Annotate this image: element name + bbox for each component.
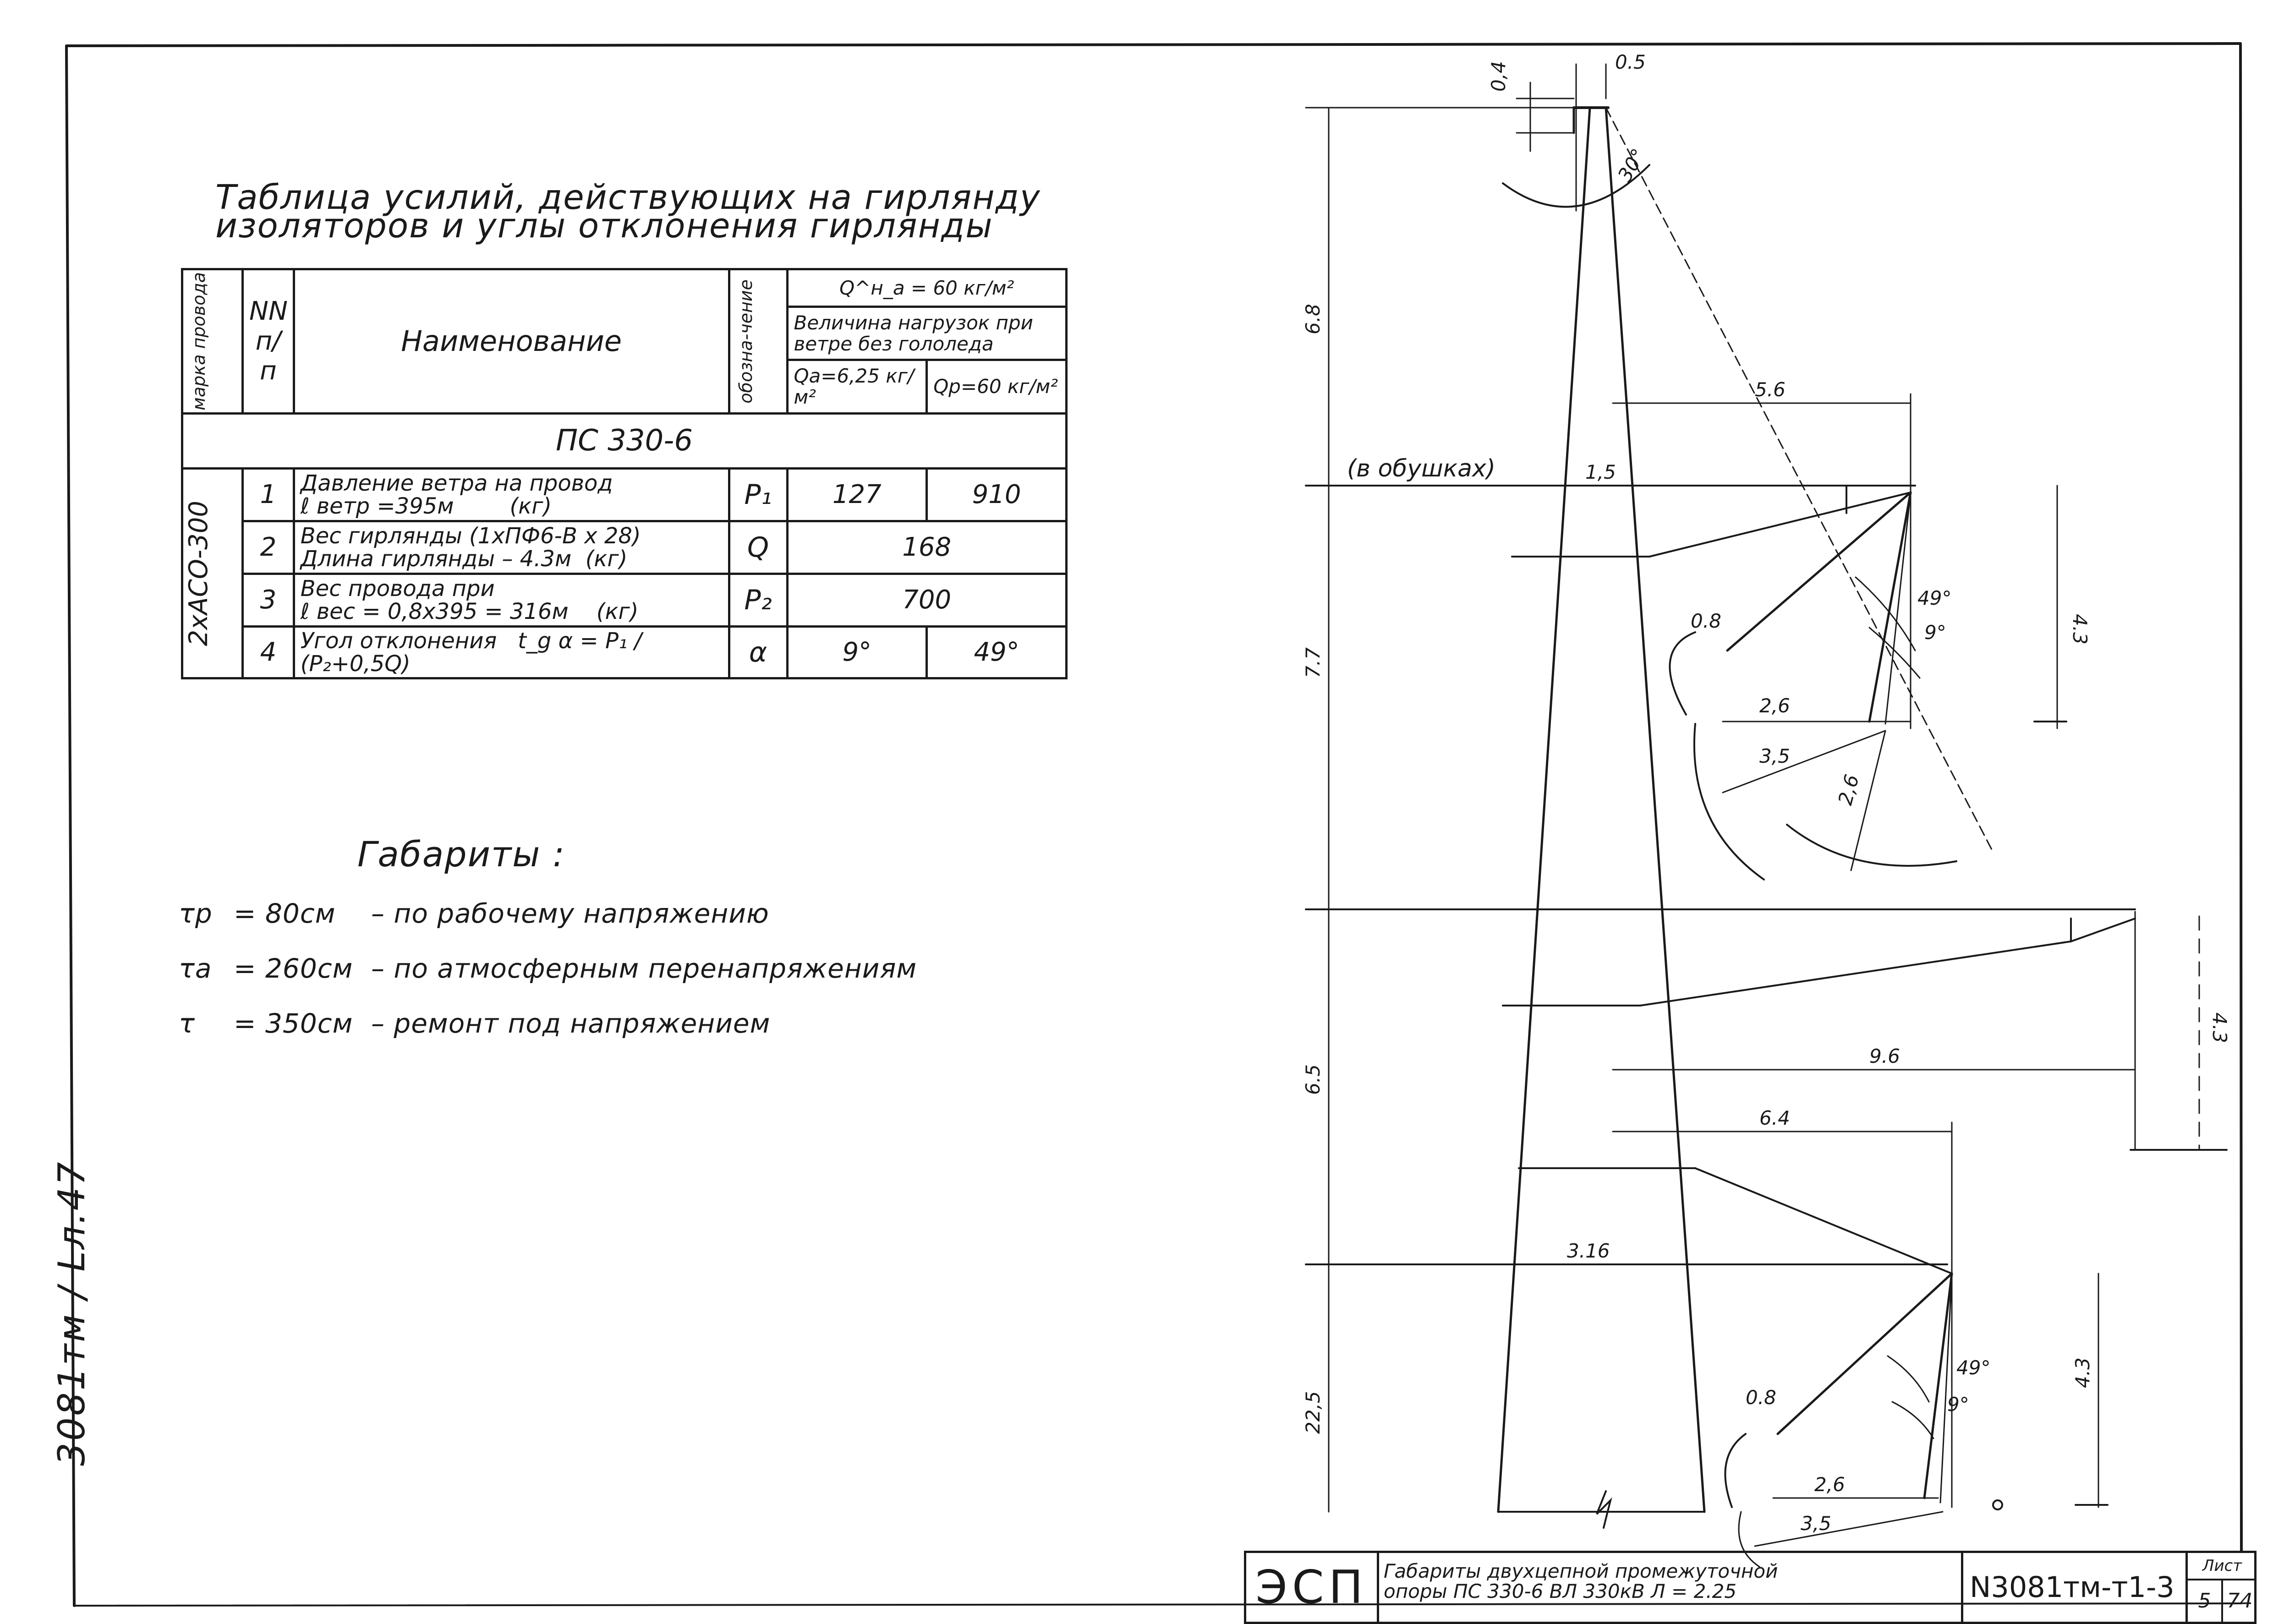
forces-table <box>181 268 1068 679</box>
dim-9-6: 9.6 <box>1869 1045 1900 1067</box>
dim-1-5: 1,5 <box>1585 461 1616 483</box>
row4-v2: 49° <box>927 626 1067 678</box>
row2-n: 2 <box>243 521 294 574</box>
row3-v: 700 <box>787 574 1067 626</box>
org-name: ЭСП <box>1246 1553 1379 1622</box>
angle-49-b: 49° <box>1956 1356 1991 1379</box>
row4-formula: t_g α = P₁ / (P₂+0,5Q) <box>300 628 642 677</box>
sheet-number: Лист 5 74 <box>2185 1553 2257 1622</box>
row2-name: Вес гирлянды (1хПФ6-В х 28) Длина гирлянды – 4.3м (кг) <box>294 521 729 574</box>
dim-7-7: 7.7 <box>1302 647 1324 678</box>
dim-6-5: 6.5 <box>1302 1064 1324 1095</box>
dim-5-6: 5.6 <box>1755 378 1786 401</box>
header-designation: обозна-чение <box>729 269 787 414</box>
header-load-top: Q^н_a = 60 кг/м² <box>787 269 1067 307</box>
dim-2-6-c: 2,6 <box>1814 1473 1845 1496</box>
dim-2-6-a: 2,6 <box>1759 694 1790 717</box>
dim-4-3-c: 4.3 <box>2071 1357 2094 1388</box>
drawing-code: N3081тм-т1-3 <box>1961 1553 2185 1622</box>
tower-left-edge <box>1498 108 1590 1512</box>
row1-sym: P₁ <box>729 468 787 521</box>
dim-30-deg: 30° <box>1613 145 1650 186</box>
dim-6-4: 6.4 <box>1759 1107 1790 1129</box>
dim-3-5-a: 3,5 <box>1759 745 1790 767</box>
row4-sym: α <box>729 626 787 678</box>
row3-name: Вес провода при ℓ вес = 0,8х395 = 316м (кг) <box>294 574 729 626</box>
header-qa: Qa=6,25 кг/м² <box>787 360 927 413</box>
row3-sym: P₂ <box>729 574 787 626</box>
drawing-title: Габариты двухцепной промежуточной опоры ПС 330-6 ВЛ 330кВ Л = 2.25 <box>1384 1560 1778 1602</box>
header-name: Наименование <box>294 269 729 414</box>
row1-n: 1 <box>243 468 294 521</box>
row1-v2: 910 <box>927 468 1067 521</box>
row2-v: 168 <box>787 521 1067 574</box>
header-qp: Qp=60 кг/м² <box>927 360 1067 413</box>
dim-0-5: 0.5 <box>1615 51 1646 73</box>
dim-2-6-b: 2,6 <box>1834 772 1863 808</box>
row4-n: 4 <box>243 626 294 678</box>
header-nn: NN п/п <box>243 269 294 414</box>
dim-3-5-b: 3,5 <box>1801 1512 1831 1535</box>
tower-right-edge <box>1606 108 1704 1512</box>
dim-0-8-b: 0.8 <box>1746 1386 1776 1409</box>
section-title: ПС 330-6 <box>182 413 1067 468</box>
dim-3-16: 3.16 <box>1567 1240 1610 1262</box>
dim-0-8-a: 0.8 <box>1691 610 1721 632</box>
title-block <box>1244 1551 2257 1624</box>
angle-9-b: 9° <box>1947 1393 1969 1416</box>
dim-4-3-b: 4.3 <box>2208 1012 2231 1043</box>
wire-mark: 2хАСО-300 <box>182 468 243 678</box>
dim-6-8: 6.8 <box>1302 304 1324 334</box>
row2-sym: Q <box>729 521 787 574</box>
angle-49-a: 49° <box>1917 587 1952 609</box>
row4-name: Угол отклонения t_g α = P₁ / (P₂+0,5Q) <box>294 626 729 678</box>
header-load-desc: Величина нагрузок при ветре без гололеда <box>787 307 1067 360</box>
dim-4-3-a: 4.3 <box>2069 614 2091 645</box>
header-mark: марка провода <box>182 269 243 414</box>
clearance-row: τ = 350см – ремонт под напряжением <box>179 1008 771 1039</box>
row4-v1: 9° <box>787 626 927 678</box>
row3-n: 3 <box>243 574 294 626</box>
clearances-title: Габариты : <box>357 834 566 875</box>
table-title <box>215 178 1041 246</box>
clearance-row: τа = 260см – по атмосферным перенапряжениям <box>179 953 917 984</box>
dim-22-5: 22,5 <box>1302 1391 1324 1434</box>
frame-right <box>2240 44 2241 1551</box>
frame-top <box>66 44 2240 46</box>
table-title-line2: изоляторов и углы отклонения гирлянды <box>215 206 993 246</box>
row1-v1: 127 <box>787 468 927 521</box>
dim-0-4: 0,4 <box>1487 61 1510 92</box>
angle-9-a: 9° <box>1924 621 1946 644</box>
side-archive-code: 3081тм / Lл.47 <box>50 1160 93 1466</box>
row1-name: Давление ветра на провод ℓ ветр =395м (кг) <box>294 468 729 521</box>
table-title-line1: Таблица усилий, действующих на гирлянду <box>215 178 1041 217</box>
note-obushki: (в обушках) <box>1347 455 1496 482</box>
clearance-row: τр = 80см – по рабочему напряжению <box>179 898 769 929</box>
